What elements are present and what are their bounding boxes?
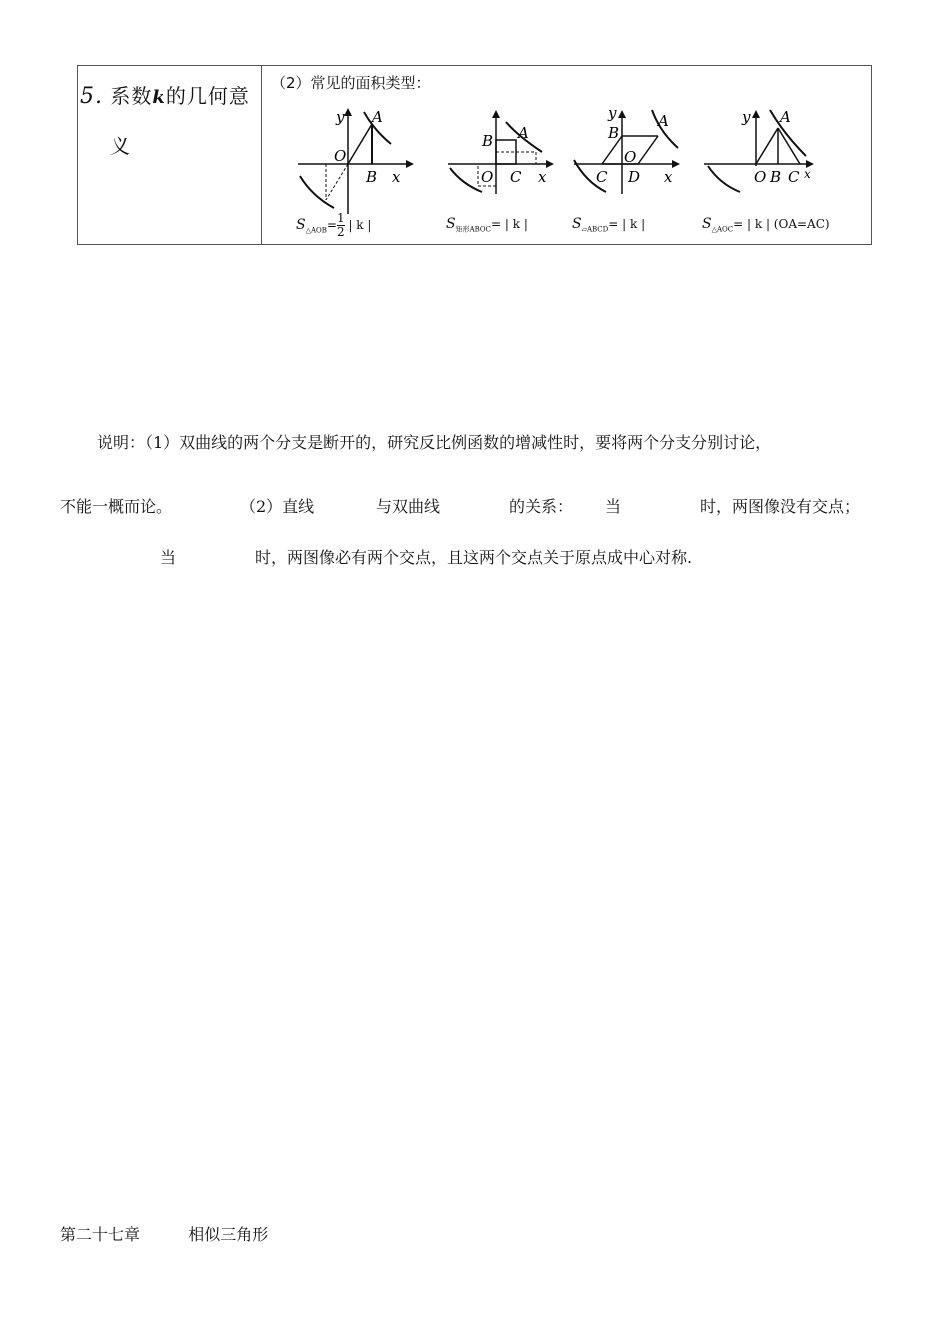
label-C: C [510, 168, 522, 186]
note-line-3a: 当 [160, 548, 177, 567]
label-A: A [372, 108, 383, 126]
label-x: x [664, 168, 673, 186]
hyperbola-triangle-diagram [296, 104, 426, 219]
hyperbola-isosceles-diagram [702, 104, 872, 219]
label-O: O [754, 168, 767, 186]
label-O: O [624, 148, 637, 166]
area-panel-1 [296, 104, 426, 244]
label-x: x [804, 167, 811, 181]
note-line-2d: 的关系： [509, 497, 574, 516]
label-A: A [658, 112, 669, 130]
label-B: B [770, 168, 782, 186]
label-O: O [334, 147, 347, 165]
label-x: x [538, 168, 547, 186]
hyperbola-rectangle-diagram [446, 104, 576, 219]
note-line-2f: 时，两图像没有交点； [700, 497, 861, 516]
label-y: y [336, 108, 345, 126]
section-number: 5. [80, 84, 103, 109]
heading-k: k [152, 87, 166, 108]
section-heading-line2: 义 [110, 134, 130, 158]
section-heading [80, 80, 250, 109]
label-C: C [596, 168, 608, 186]
note-line-2c: 与双曲线 [376, 497, 441, 516]
area-panel-2 [446, 104, 576, 244]
chapter-heading [60, 1222, 268, 1245]
area-formula-4: $S_{\triangle AOC}=$ | k | (OA=AC) [702, 216, 830, 234]
area-formula-3: $S_{▱ABCD}=$ | k | [572, 216, 646, 234]
label-B: B [608, 124, 620, 142]
heading-text-post: 的几何意 [165, 84, 250, 108]
table-divider [261, 66, 262, 244]
chapter-number: 第二十七章 [60, 1225, 141, 1244]
chapter-title: 相似三角形 [188, 1225, 269, 1244]
hyperbola-parallelogram-diagram [572, 104, 702, 219]
area-types-subtitle: （2）常见的面积类型： [271, 74, 431, 92]
label-x: x [392, 168, 401, 186]
note-line-1: 说明：（1）双曲线的两个分支是断开的，研究反比例函数的增减性时，要将两个分支分别讨论， [97, 433, 772, 452]
label-y: y [608, 104, 617, 122]
geometric-meaning-table [77, 65, 872, 245]
area-formula-2: $S_{矩形ABOC}=$ | k | [446, 216, 528, 234]
label-B: B [366, 168, 378, 186]
label-D: D [628, 168, 641, 186]
label-B: B [482, 132, 494, 150]
note-line-2b: （2）直线 [240, 497, 315, 516]
label-O: O [481, 168, 494, 186]
area-formula-1: $S_{\triangle AOB}=$ $\frac{1}{2}$ | k | [296, 211, 372, 239]
note-line-2e: 当 [605, 497, 622, 516]
note-line-2a: 不能一概而论。 [60, 497, 173, 516]
area-panel-4 [702, 104, 832, 244]
label-y: y [742, 108, 751, 126]
heading-text-pre: 系数 [110, 84, 153, 108]
label-A: A [518, 124, 529, 142]
label-C: C [788, 168, 800, 186]
area-panel-3 [572, 104, 702, 244]
label-A: A [780, 108, 791, 126]
note-line-3b: 时，两图像必有两个交点，且这两个交点关于原点成中心对称. [255, 548, 693, 567]
